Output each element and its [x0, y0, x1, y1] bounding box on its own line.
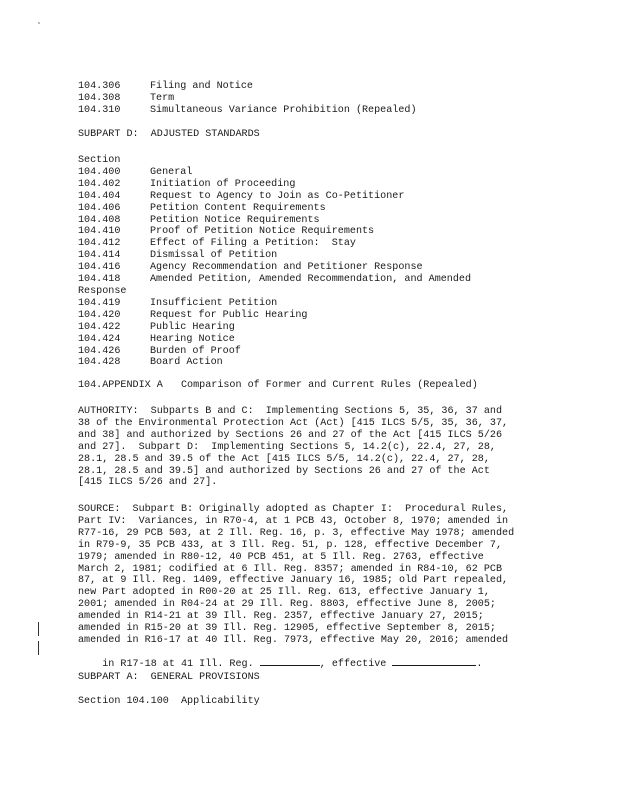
source-line: 2001; amended in R04-24 at 29 Ill. Reg. 8803, effective June 8, 2005;: [78, 599, 496, 611]
toc-entry: [78, 238, 548, 250]
revision-bar: [38, 641, 39, 655]
section-number: 104.420: [78, 309, 121, 321]
section-title: General: [150, 167, 193, 178]
source-line: new Part adopted in R00-20 at 25 Ill. Reg. 613, effective January 1,: [78, 587, 490, 599]
source-line: in R79-9, 35 PCB 433, at 3 Ill. Reg. 51, p. 128, effective December 7,: [78, 539, 503, 551]
source-line: amended in R16-17 at 40 Ill. Reg. 7973, effective May 20, 2016; amended: [78, 634, 509, 646]
authority-line: [415 ILCS 5/26 and 27].: [78, 477, 218, 489]
section-number: 104.426: [78, 345, 121, 357]
subpart-d-heading: SUBPART D: ADJUSTED STANDARDS: [78, 129, 260, 140]
toc-entry: [78, 215, 548, 227]
subpart-a-heading: SUBPART A: GENERAL PROVISIONS: [78, 672, 260, 683]
section-number: 104.410: [78, 226, 121, 238]
source-last-middle: , effective: [319, 658, 393, 670]
source-line: Part IV: Variances, in R70-4, at 1 PCB 43, October 8, 1970; amended in: [78, 515, 509, 527]
toc-entry: [78, 310, 548, 322]
toc-entry: [78, 298, 548, 310]
section-title: Burden of Proof: [150, 345, 241, 357]
section-title: Public Hearing: [150, 321, 235, 333]
section-number: 104.406: [78, 202, 121, 214]
toc-entry: [78, 203, 548, 215]
source-line: March 2, 1981; codified at 6 Ill. Reg. 8357; amended in R84-10, 62 PCB: [78, 563, 503, 575]
section-number: 104.306: [78, 81, 121, 92]
source-line: amended in R14-21 at 39 Ill. Reg. 2357, effective January 27, 2015;: [78, 611, 484, 623]
section-number: 104.422: [78, 321, 121, 333]
section-title: Agency Recommendation and Petitioner Response: [150, 262, 423, 274]
authority-line: 28.1, 28.5 and 39.5] and authorized by Sections 26 and 27 of the Act: [78, 465, 490, 477]
section-number: 104.408: [78, 214, 121, 226]
section-title: Petition Content Requirements: [150, 202, 326, 214]
authority-line: and 38] and authorized by Sections 26 and 27 of the Act [415 ILCS 5/26: [78, 429, 503, 441]
section-title: Filing and Notice: [150, 81, 253, 92]
toc-entry: [78, 334, 548, 346]
toc-entry: [78, 191, 548, 203]
authority-note: [78, 406, 548, 489]
blank-register-cite: [260, 665, 320, 666]
section-title: Board Action: [150, 357, 223, 369]
toc-entry: [78, 274, 548, 286]
revision-bar: [38, 622, 39, 636]
source-line: amended in R15-20 at 39 Ill. Reg. 12905, effective September 8, 2015;: [78, 623, 496, 635]
section-number: 104.400: [78, 167, 121, 178]
section-title: Request to Agency to Join as Co-Petitioner: [150, 190, 405, 202]
toc-entry: [78, 226, 548, 238]
authority-line: 28.1, 28.5 and 39.5 of the Act [415 ILCS 5/5, 14.2(c), 22.4, 27, 28,: [78, 453, 490, 465]
section-number: 104.308: [78, 92, 121, 104]
authority-line: AUTHORITY: Subparts B and C: Implementing Sections 5, 35, 36, 37 and: [78, 406, 503, 417]
section-title: Hearing Notice: [150, 333, 235, 345]
section-title: Amended Petition, Amended Recommendation, and Amended: [150, 274, 472, 286]
section-title: Effect of Filing a Petition: Stay: [150, 238, 356, 250]
toc-entry: [78, 262, 548, 274]
appendix-entry: 104.APPENDIX A Comparison of Former and Current Rules (Repealed): [78, 380, 478, 391]
section-title: Petition Notice Requirements: [150, 214, 320, 226]
blank-effective-date: [392, 665, 476, 666]
toc-entry: [78, 179, 548, 191]
source-line: SOURCE: Subpart B: Originally adopted as Chapter I: Procedural Rules,: [78, 504, 509, 515]
section-title: Initiation of Proceeding: [150, 178, 296, 190]
section-title: Proof of Petition Notice Requirements: [150, 226, 375, 238]
source-line: 87, at 9 Ill. Reg. 1409, effective January 16, 1985; old Part repealed,: [78, 575, 509, 587]
toc-entry: [78, 105, 548, 117]
toc-entry: [78, 250, 548, 262]
toc-subpart-d-list-b: [78, 298, 548, 369]
section-number: 104.412: [78, 238, 121, 250]
toc-entry: [78, 167, 548, 179]
section-title: Simultaneous Variance Prohibition (Repealed): [150, 104, 417, 116]
section-number: 104.428: [78, 357, 121, 369]
section-number: 104.424: [78, 333, 121, 345]
toc-entry: [78, 322, 548, 334]
section-number: 104.419: [78, 298, 121, 309]
scan-speck: [38, 22, 40, 24]
wrapped-word: Response: [78, 286, 127, 297]
section-number: 104.402: [78, 178, 121, 190]
section-title: Dismissal of Petition: [150, 250, 278, 262]
section-number: 104.418: [78, 274, 121, 286]
source-line: 1979; amended in R80-12, 40 PCB 451, at 5 Ill. Reg. 2763, effective: [78, 551, 484, 563]
section-label: Section: [78, 155, 121, 166]
source-line: R77-16, 29 PCB 503, at 2 Ill. Reg. 16, p. 3, effective May 1978; amended: [78, 527, 515, 539]
toc-entry: [78, 93, 548, 105]
authority-line: and 27]. Subpart D: Implementing Sections 5, 14.2(c), 22.4, 27, 28,: [78, 441, 496, 453]
section-title: Request for Public Hearing: [150, 309, 308, 321]
authority-line: 38 of the Environmental Protection Act (Act) [415 ILCS 5/5, 35, 36, 37,: [78, 417, 509, 429]
section-title: Term: [150, 92, 175, 104]
source-last-prefix: in R17-18 at 41 Ill. Reg.: [102, 658, 260, 670]
toc-entry: [78, 346, 548, 358]
toc-entry: [78, 81, 548, 93]
section-number: 104.310: [78, 104, 121, 116]
source-last-suffix: .: [476, 658, 483, 670]
toc-subpart-d-list-a: [78, 167, 548, 286]
toc-entry: [78, 357, 548, 369]
section-title: Insufficient Petition: [150, 298, 278, 309]
source-note: [78, 504, 548, 647]
toc-top-list: [78, 81, 548, 117]
section-heading: Section 104.100 Applicability: [78, 696, 260, 707]
section-number: 104.404: [78, 190, 121, 202]
section-number: 104.414: [78, 250, 121, 262]
section-number: 104.416: [78, 262, 121, 274]
